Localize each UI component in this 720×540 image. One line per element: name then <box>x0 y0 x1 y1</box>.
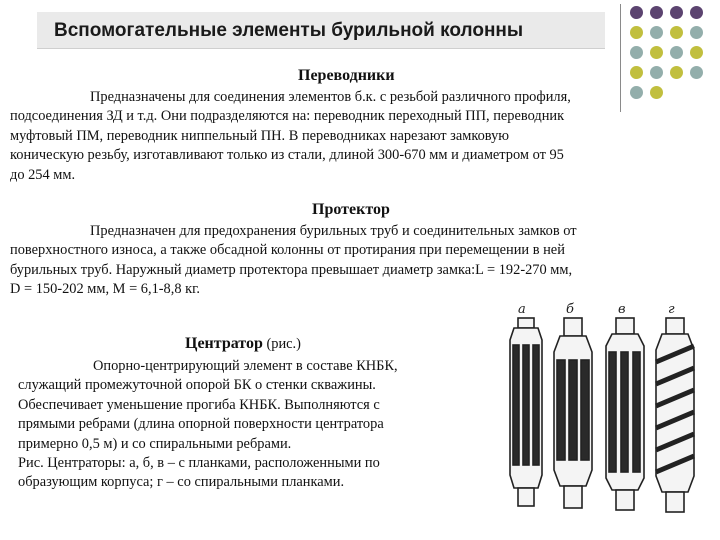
decor-dot <box>630 66 643 79</box>
centralizers-drawing <box>498 300 708 522</box>
decor-dot <box>690 6 703 19</box>
paragraph-centrator <box>18 357 484 493</box>
decor-dot <box>630 26 643 39</box>
text-line: подсоединения ЗД и т.д. Они подразделяются на: переводник переходный ПП, переводник <box>10 108 565 125</box>
text-line: D = 150-202 мм, М = 6,1-8,8 кг. <box>10 281 201 298</box>
heading-centrator-suffix: (рис.) <box>262 336 301 352</box>
text-line: примерно 0,5 м) и со спиральными ребрами. <box>18 435 292 452</box>
decor-dot <box>630 6 643 19</box>
text-line: образующим корпуса; г – со спиральными планками. <box>18 474 345 491</box>
centralizer-v <box>606 318 644 510</box>
figure-label-v: в <box>618 302 626 317</box>
decor-dot <box>670 26 683 39</box>
decor-dot <box>650 46 663 59</box>
figure-label-g: г <box>668 302 675 317</box>
decor-dot <box>650 66 663 79</box>
heading-centrator <box>185 335 301 353</box>
figure-label-a: а <box>518 302 526 317</box>
paragraph-perevodniki <box>10 88 713 185</box>
centralizer-a <box>510 318 542 506</box>
heading-protektor: Протектор <box>312 201 390 218</box>
decor-dot <box>690 26 703 39</box>
page-title: Вспомогательные элементы бурильной колонны <box>54 20 524 41</box>
centralizers-figure <box>498 300 708 522</box>
text-line: поверхностного износа, а также обсадной колонны от протирания при перемещении в ней <box>10 242 565 259</box>
decor-dot <box>670 6 683 19</box>
decor-dot <box>690 46 703 59</box>
centralizer-g <box>656 318 694 512</box>
text-line: Предназначен для предохранения бурильных труб и соединительных замков от <box>90 223 577 239</box>
title-banner <box>37 12 605 48</box>
figure-label-b: б <box>566 302 574 317</box>
text-line: Опорно-центрирующий элемент в составе КНБК, <box>93 358 398 374</box>
text-line: служащий промежуточной опорой БК о стенки скважины. <box>18 377 376 394</box>
paragraph-protektor <box>10 222 713 300</box>
text-line: до 254 мм. <box>10 166 76 183</box>
text-line: коническую резьбу, изготавливают только из стали, длиной 300-670 мм и диаметром от 95 <box>10 147 564 164</box>
decor-dot <box>670 66 683 79</box>
decor-dot <box>650 6 663 19</box>
text-line: муфтовый ПМ, переводник ниппельный ПН. В переводниках нарезают замковую <box>10 127 510 144</box>
text-line: Обеспечивает уменьшение прогиба КНБК. Выполняются с <box>18 396 380 413</box>
heading-centrator-main: Центратор <box>185 335 263 352</box>
decor-dot <box>630 46 643 59</box>
decor-dot <box>650 26 663 39</box>
decor-dot <box>690 66 703 79</box>
text-line: Предназначены для соединения элементов б.к. с резьбой различного профиля, <box>90 89 571 105</box>
text-line: прямыми ребрами (длина опорной поверхности центратора <box>18 416 384 433</box>
heading-perevodniki: Переводники <box>298 67 395 84</box>
centralizer-b <box>554 318 592 508</box>
text-line: бурильных труб. Наружный диаметр протектора превышает диаметр замка:L = 192-270 мм, <box>10 261 573 278</box>
text-line: Рис. Центраторы: а, б, в – с планками, расположенными по <box>18 455 380 472</box>
decor-dot <box>670 46 683 59</box>
